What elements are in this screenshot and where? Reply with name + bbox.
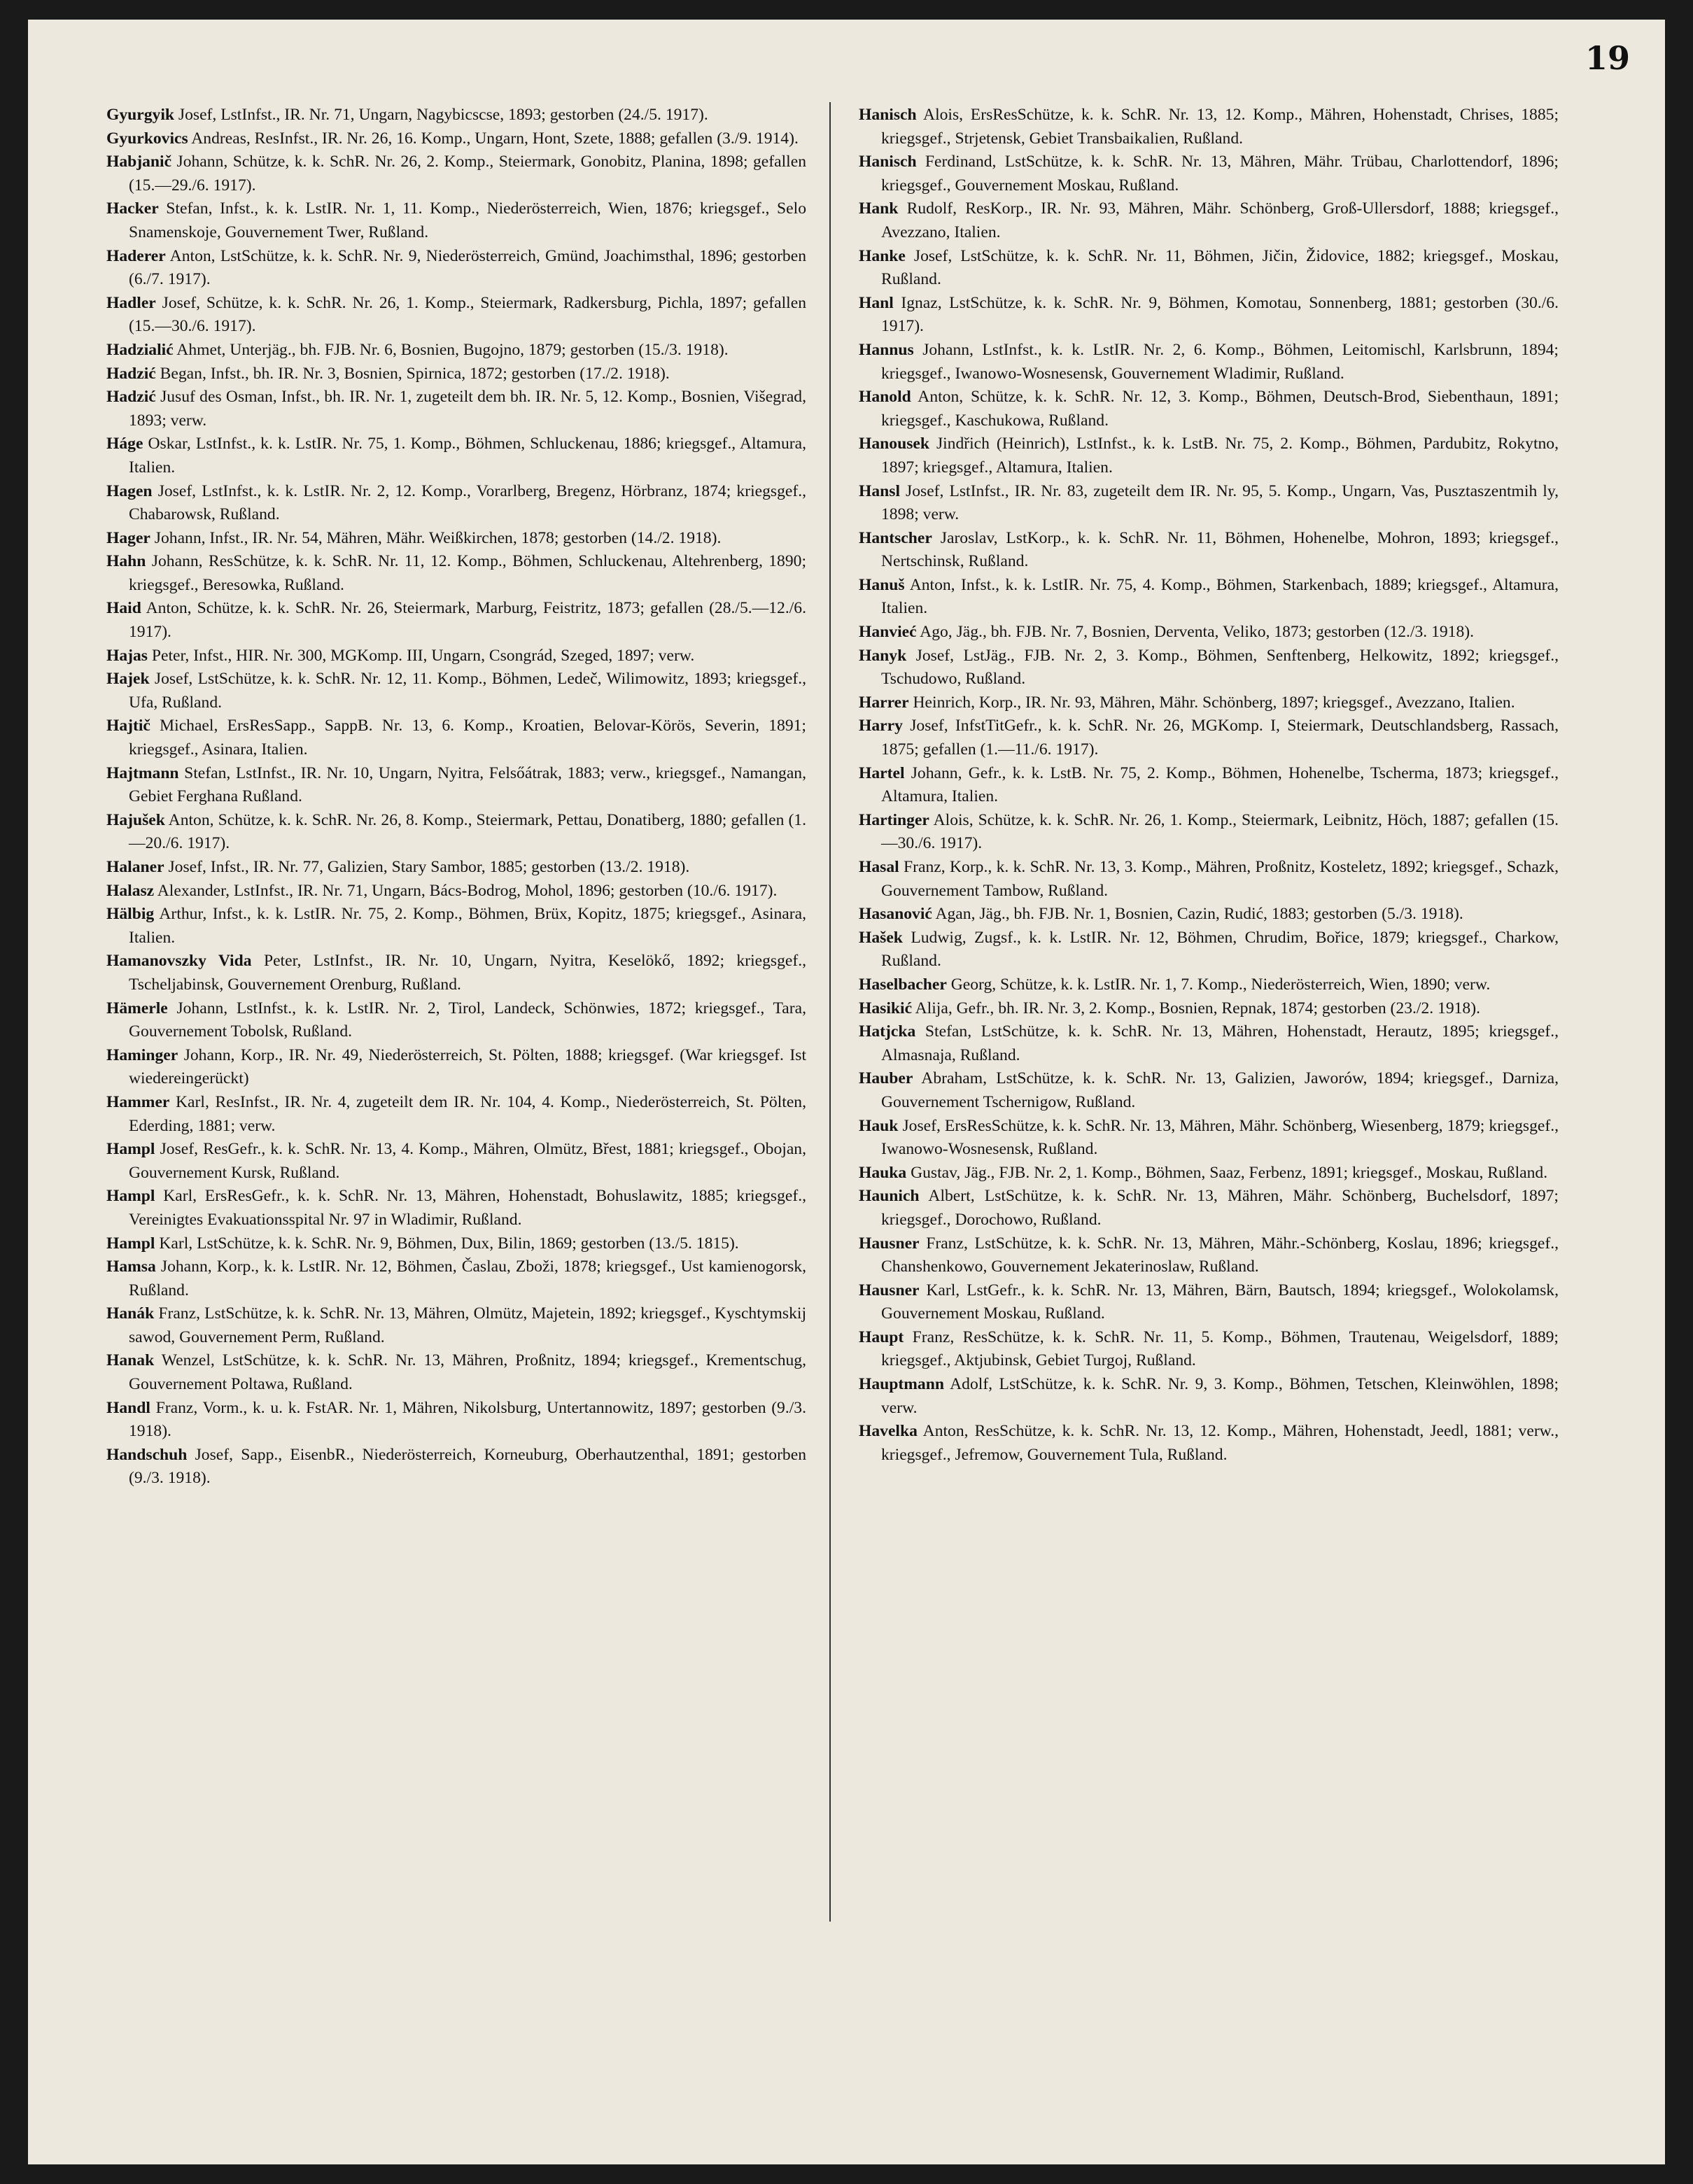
entry-surname: Harry xyxy=(859,717,903,735)
entry-details: Josef, ResGefr., k. k. SchR. Nr. 13, 4. Komp., Mähren, Olmütz, Břest, 1881; kriegsgef., Obojan, Gouvernement Kursk, Rußland. xyxy=(129,1140,806,1182)
entry-details: Franz, Vorm., k. u. k. FstAR. Nr. 1, Mähren, Nikolsburg, Untertannowitz, 1897; gestorben (9./3. 1918). xyxy=(129,1398,806,1441)
entry-details: Johann, ResSchütze, k. k. SchR. Nr. 11, 12. Komp., Böhmen, Schluckenau, Altehrenberg, 1890; kriegsgef., Beresowka, Rußland. xyxy=(129,552,806,594)
list-entry xyxy=(859,1020,1559,1067)
list-entry xyxy=(106,339,806,362)
entry-details: Stefan, LstInfst., IR. Nr. 10, Ungarn, Nyitra, Felsőátrak, 1883; verw., kriegsgef., Namangan, Gebiet Ferghana Rußland. xyxy=(129,763,806,806)
entry-details: Franz, LstSchütze, k. k. SchR. Nr. 13, Mähren, Mähr.-Schönberg, Koslau, 1896; kriegsgef., Chanshenkowo, Gouvernement Jekaterinoslaw, Rußland. xyxy=(881,1234,1559,1276)
list-entry xyxy=(106,809,806,856)
entry-details: Michael, ErsResSapp., SappB. Nr. 13, 6. Komp., Kroatien, Belovar-Körös, Severin, 1891; kriegsgef., Asinara, Italien. xyxy=(129,717,806,759)
entry-details: Adolf, LstSchütze, k. k. SchR. Nr. 9, 3. Komp., Böhmen, Tetschen, Kleinwöhlen, 1898; verw. xyxy=(881,1375,1559,1417)
list-entry xyxy=(106,127,806,151)
entry-surname: Hartel xyxy=(859,763,905,782)
list-entry xyxy=(859,574,1559,621)
list-entry xyxy=(106,762,806,809)
entry-surname: Hansl xyxy=(859,481,901,500)
entry-surname: Hasanović xyxy=(859,905,932,924)
entry-surname: Hammer xyxy=(106,1092,170,1111)
entry-details: Georg, Schütze, k. k. LstIR. Nr. 1, 7. Komp., Niederösterreich, Wien, 1890; verw. xyxy=(946,975,1491,994)
entry-details: Anton, Schütze, k. k. SchR. Nr. 26, Steiermark, Marburg, Feistritz, 1873; gefallen (28./5.—12./6. 1917). xyxy=(129,599,806,642)
entry-details: Johann, LstInfst., k. k. LstIR. Nr. 2, 6. Komp., Böhmen, Leitomischl, Karlsbrunn, 1894; kriegsgef., Iwanowo-Wosnesensk, Gouvernement Wladimir, Rußland. xyxy=(881,340,1559,383)
entry-surname: Hank xyxy=(859,199,899,218)
entry-details: Alois, ErsResSchütze, k. k. SchR. Nr. 13, 12. Komp., Mähren, Hohenstadt, Chrises, 1885; kriegsgef., Strjetensk, Gebiet Transbaikalien, Rußland. xyxy=(881,106,1559,148)
list-entry xyxy=(106,104,806,127)
entry-surname: Hauka xyxy=(859,1163,907,1182)
list-entry xyxy=(859,644,1559,691)
entry-surname: Hahn xyxy=(106,552,146,571)
entry-surname: Handl xyxy=(106,1398,150,1417)
entry-details: Franz, LstSchütze, k. k. SchR. Nr. 13, Mähren, Olmütz, Majetein, 1892; kriegsgef., Kyschtymskij sawod, Gouvernement Perm, Rußland. xyxy=(129,1304,806,1346)
entry-surname: Hampl xyxy=(106,1140,155,1159)
entry-surname: Hanuš xyxy=(859,575,905,594)
entry-details: Anton, Schütze, k. k. SchR. Nr. 26, 8. Komp., Steiermark, Pettau, Donatiberg, 1880; gefallen (1.—20./6. 1917). xyxy=(129,810,806,853)
entry-details: Josef, LstInfst., IR. Nr. 83, zugeteilt dem IR. Nr. 95, 5. Komp., Ungarn, Vas, Pusztaszentmih ly, 1898; verw. xyxy=(881,481,1559,524)
entry-details: Began, Infst., bh. IR. Nr. 3, Bosnien, Spirnica, 1872; gestorben (17./2. 1918). xyxy=(155,364,670,383)
entry-details: Josef, LstInfst., IR. Nr. 71, Ungarn, Nagybicscse, 1893; gestorben (24./5. 1917). xyxy=(174,106,708,124)
entry-surname: Hauber xyxy=(859,1069,913,1088)
list-entry xyxy=(106,1302,806,1349)
entry-surname: Hasal xyxy=(859,858,899,876)
entry-surname: Gyurkovics xyxy=(106,129,188,148)
list-entry xyxy=(106,1444,806,1491)
entry-details: Josef, Infst., IR. Nr. 77, Galizien, Stary Sambor, 1885; gestorben (13./2. 1918). xyxy=(164,858,690,876)
list-entry xyxy=(859,432,1559,479)
page-number: 19 xyxy=(1585,39,1630,77)
list-entry xyxy=(106,997,806,1044)
entry-details: Agan, Jäg., bh. FJB. Nr. 1, Bosnien, Cazin, Rudić, 1883; gestorben (5./3. 1918). xyxy=(932,905,1463,924)
entry-details: Josef, LstJäg., FJB. Nr. 2, 3. Komp., Böhmen, Senftenberg, Helkowitz, 1892; kriegsgef., Tschudowo, Rußland. xyxy=(881,646,1559,689)
entry-surname: Hanák xyxy=(106,1304,155,1323)
entry-surname: Háge xyxy=(106,435,143,453)
list-entry xyxy=(859,1067,1559,1114)
entry-surname: Hanl xyxy=(859,293,894,312)
entry-details: Franz, ResSchütze, k. k. SchR. Nr. 11, 5. Komp., Böhmen, Trautenau, Weigelsdorf, 1889; kriegsgef., Aktjubinsk, Gebiet Turgoj, Rußland. xyxy=(881,1327,1559,1370)
entry-details: Josef, LstInfst., k. k. LstIR. Nr. 2, 12. Komp., Vorarlberg, Bregenz, Hörbranz, 1874; kriegsgef., Chabarowsk, Rußland. xyxy=(129,481,806,524)
entry-surname: Hanisch xyxy=(859,106,917,124)
list-entry xyxy=(859,714,1559,761)
entry-surname: Hajušek xyxy=(106,810,165,829)
entry-details: Peter, LstInfst., IR. Nr. 10, Ungarn, Nyitra, Keselökő, 1892; kriegsgef., Tscheljabinsk, Gouvernement Orenburg, Rußland. xyxy=(129,952,807,994)
list-entry xyxy=(859,856,1559,903)
entry-details: Johann, Korp., IR. Nr. 49, Niederösterreich, St. Pölten, 1888; kriegsgef. (War kriegsgef. Ist wiedereingerückt) xyxy=(129,1045,806,1088)
entry-surname: Hampl xyxy=(106,1187,155,1206)
entry-surname: Hanisch xyxy=(859,153,917,171)
entry-details: Alexander, LstInfst., IR. Nr. 71, Ungarn, Bács-Bodrog, Mohol, 1896; gestorben (10./6. 1917). xyxy=(154,881,778,900)
entry-details: Johann, Gefr., k. k. LstB. Nr. 75, 2. Komp., Böhmen, Hohenelbe, Tscherma, 1873; kriegsgef., Altamura, Italien. xyxy=(881,763,1559,806)
entry-details: Johann, Infst., IR. Nr. 54, Mähren, Mähr. Weißkirchen, 1878; gestorben (14./2. 1918). xyxy=(150,528,722,547)
list-entry xyxy=(859,621,1559,644)
entry-surname: Hantscher xyxy=(859,528,932,547)
entry-surname: Haupt xyxy=(859,1327,904,1346)
list-entry xyxy=(106,597,806,644)
entry-details: Peter, Infst., HIR. Nr. 300, MGKomp. III, Ungarn, Csongrád, Szeged, 1897; verw. xyxy=(147,646,695,665)
list-entry xyxy=(859,973,1559,997)
entry-surname: Hanyk xyxy=(859,646,907,665)
entry-surname: Hanousek xyxy=(859,435,929,453)
entry-surname: Hauk xyxy=(859,1116,899,1135)
list-entry xyxy=(859,150,1559,197)
entry-surname: Hämerle xyxy=(106,999,168,1017)
list-entry xyxy=(859,1162,1559,1185)
entry-surname: Halasz xyxy=(106,881,155,900)
entry-surname: Hausner xyxy=(859,1234,920,1253)
list-entry xyxy=(106,714,806,761)
list-entry xyxy=(106,432,806,479)
entry-surname: Hanold xyxy=(859,388,911,407)
entry-surname: Hadzić xyxy=(106,364,156,383)
entry-details: Abraham, LstSchütze, k. k. SchR. Nr. 13, Galizien, Jaworów, 1894; kriegsgef., Darniza, Gouvernement Tschernigow, Rußland. xyxy=(881,1069,1559,1111)
entry-details: Stefan, LstSchütze, k. k. SchR. Nr. 13, Mähren, Hohenstadt, Herautz, 1895; kriegsgef., Almasnaja, Rußland. xyxy=(881,1022,1559,1064)
entry-surname: Hasikić xyxy=(859,999,913,1017)
list-entry xyxy=(106,550,806,597)
list-entry xyxy=(859,1326,1559,1373)
list-entry xyxy=(859,997,1559,1021)
list-entry xyxy=(106,150,806,197)
list-entry xyxy=(106,1138,806,1185)
entry-surname: Haminger xyxy=(106,1045,178,1064)
entry-surname: Hatjcka xyxy=(859,1022,916,1041)
left-column xyxy=(106,104,806,1491)
entry-surname: Hadzialić xyxy=(106,340,174,359)
entry-details: Jusuf des Osman, Infst., bh. IR. Nr. 1, zugeteilt dem bh. IR. Nr. 5, 12. Komp., Bosnien, Višegrad, 1893; verw. xyxy=(129,388,806,430)
list-entry xyxy=(106,386,806,432)
entry-details: Alois, Schütze, k. k. SchR. Nr. 26, 1. Komp., Steiermark, Leibnitz, Höch, 1887; gefallen (15.—30./6. 1917). xyxy=(881,810,1559,853)
entry-surname: Hälbig xyxy=(106,905,155,924)
entry-surname: Hacker xyxy=(106,199,159,218)
list-entry xyxy=(859,1115,1559,1162)
list-entry xyxy=(106,668,806,714)
entry-surname: Hagen xyxy=(106,481,153,500)
entry-details: Johann, LstInfst., k. k. LstIR. Nr. 2, Tirol, Landeck, Schönwies, 1872; kriegsgef., Tara, Gouvernement Tobolsk, Rußland. xyxy=(129,999,806,1041)
list-entry xyxy=(106,950,806,996)
right-column xyxy=(859,104,1559,1467)
entry-surname: Haselbacher xyxy=(859,975,947,994)
entry-details: Jindřich (Heinrich), LstInfst., k. k. LstB. Nr. 75, 2. Komp., Böhmen, Pardubitz, Rokytno, 1897; kriegsgef., Altamura, Italien. xyxy=(881,435,1559,477)
entry-surname: Hadler xyxy=(106,293,156,312)
list-entry xyxy=(859,386,1559,432)
entry-details: Ago, Jäg., bh. FJB. Nr. 7, Bosnien, Derventa, Veliko, 1873; gestorben (12./3. 1918). xyxy=(916,623,1475,642)
entry-surname: Hamanovszky Vida xyxy=(106,952,252,971)
entry-surname: Habjanič xyxy=(106,153,172,171)
entry-surname: Hadzić xyxy=(106,388,156,407)
list-entry xyxy=(106,1397,806,1444)
entry-surname: Hanke xyxy=(859,246,906,265)
entry-surname: Hamsa xyxy=(106,1257,156,1276)
entry-details: Rudolf, ResKorp., IR. Nr. 93, Mähren, Mähr. Schönberg, Groß-Ullersdorf, 1888; kriegsgef., Avezzano, Italien. xyxy=(881,199,1559,241)
entry-surname: Hartinger xyxy=(859,810,929,829)
entry-surname: Hajek xyxy=(106,670,150,689)
column-divider xyxy=(829,102,831,1922)
list-entry xyxy=(859,927,1559,973)
entry-details: Ferdinand, LstSchütze, k. k. SchR. Nr. 13, Mähren, Mähr. Trübau, Charlottendorf, 1896; kriegsgef., Gouvernement Moskau, Rußland. xyxy=(881,153,1559,195)
entry-details: Karl, ResInfst., IR. Nr. 4, zugeteilt dem IR. Nr. 104, 4. Komp., Niederösterreich, St. Pölten, Ederding, 1881; verw. xyxy=(129,1092,806,1135)
entry-details: Josef, Sapp., EisenbR., Niederösterreich, Korneuburg, Oberhautzenthal, 1891; gestorben (9./3. 1918). xyxy=(129,1445,806,1488)
entry-details: Anton, Infst., k. k. LstIR. Nr. 75, 4. Komp., Böhmen, Starkenbach, 1889; kriegsgef., Altamura, Italien. xyxy=(881,575,1559,618)
list-entry xyxy=(859,480,1559,527)
entry-surname: Hašek xyxy=(859,928,903,947)
list-entry xyxy=(859,527,1559,574)
entry-details: Oskar, LstInfst., k. k. LstIR. Nr. 75, 1. Komp., Böhmen, Schluckenau, 1886; kriegsgef., Altamura, Italien. xyxy=(129,435,806,477)
list-entry xyxy=(106,362,806,386)
list-entry xyxy=(106,1044,806,1091)
list-entry xyxy=(859,1373,1559,1420)
entry-details: Ahmet, Unterjäg., bh. FJB. Nr. 6, Bosnien, Bugojno, 1879; gestorben (15./3. 1918). xyxy=(173,340,729,359)
list-entry xyxy=(859,691,1559,715)
entry-details: Anton, ResSchütze, k. k. SchR. Nr. 13, 12. Komp., Mähren, Hohenstadt, Jeedl, 1881; verw., kriegsgef., Jefremow, Gouvernement Tula, Rußland. xyxy=(881,1422,1559,1464)
list-entry xyxy=(859,1420,1559,1467)
list-entry xyxy=(106,292,806,339)
document-page xyxy=(28,20,1665,2164)
list-entry xyxy=(859,245,1559,292)
entry-surname: Halaner xyxy=(106,858,164,876)
entry-details: Andreas, ResInfst., IR. Nr. 26, 16. Komp., Ungarn, Hont, Szete, 1888; gefallen (3./9. 1914). xyxy=(188,129,799,148)
entry-details: Anton, Schütze, k. k. SchR. Nr. 12, 3. Komp., Böhmen, Deutsch-Brod, Siebenthaun, 1891; kriegsgef., Kaschukowa, Rußland. xyxy=(881,388,1559,430)
list-entry xyxy=(106,1255,806,1302)
entry-surname: Hannus xyxy=(859,340,914,359)
list-entry xyxy=(106,903,806,950)
entry-details: Josef, Schütze, k. k. SchR. Nr. 26, 1. Komp., Steiermark, Radkersburg, Pichla, 1897; gefallen (15.—30./6. 1917). xyxy=(129,293,806,336)
list-entry xyxy=(859,1279,1559,1326)
list-entry xyxy=(106,480,806,527)
entry-details: Alija, Gefr., bh. IR. Nr. 3, 2. Komp., Bosnien, Repnak, 1874; gestorben (23./2. 1918). xyxy=(912,999,1480,1017)
entry-details: Albert, LstSchütze, k. k. SchR. Nr. 13, Mähren, Mähr. Schönberg, Buchelsdorf, 1897; kriegsgef., Dorochowo, Rußland. xyxy=(881,1187,1559,1229)
list-entry xyxy=(859,762,1559,809)
list-entry xyxy=(106,644,806,668)
list-entry xyxy=(106,856,806,880)
entry-details: Anton, LstSchütze, k. k. SchR. Nr. 9, Niederösterreich, Gmünd, Joachimsthal, 1896; gestorben (6./7. 1917). xyxy=(129,246,806,289)
entry-details: Josef, LstSchütze, k. k. SchR. Nr. 11, Böhmen, Jičin, Židovice, 1882; kriegsgef., Moskau, Rußland. xyxy=(881,246,1559,289)
list-entry xyxy=(859,1185,1559,1232)
entry-details: Wenzel, LstSchütze, k. k. SchR. Nr. 13, Mähren, Proßnitz, 1894; kriegsgef., Krementschug, Gouvernement Poltawa, Rußland. xyxy=(129,1351,806,1394)
list-entry xyxy=(106,197,806,244)
entry-surname: Handschuh xyxy=(106,1445,188,1464)
list-entry xyxy=(859,809,1559,856)
entry-surname: Haid xyxy=(106,599,141,618)
entry-details: Arthur, Infst., k. k. LstIR. Nr. 75, 2. Komp., Böhmen, Brüx, Kopitz, 1875; kriegsgef., Asinara, Italien. xyxy=(129,905,806,947)
list-entry xyxy=(859,197,1559,244)
entry-details: Franz, Korp., k. k. SchR. Nr. 13, 3. Komp., Mähren, Proßnitz, Kosteletz, 1892; kriegsgef., Schazk, Gouvernement Tambow, Rußland. xyxy=(881,858,1559,900)
entry-details: Jaroslav, LstKorp., k. k. SchR. Nr. 11, Böhmen, Hohenelbe, Mohron, 1893; kriegsgef., Nertschinsk, Rußland. xyxy=(881,528,1559,571)
entry-details: Ignaz, LstSchütze, k. k. SchR. Nr. 9, Böhmen, Komotau, Sonnenberg, 1881; gestorben (30./6. 1917). xyxy=(881,293,1559,336)
list-entry xyxy=(106,1349,806,1396)
list-entry xyxy=(859,1232,1559,1279)
entry-details: Ludwig, Zugsf., k. k. LstIR. Nr. 12, Böhmen, Chrudim, Bořice, 1879; kriegsgef., Charkow, Rußland. xyxy=(881,928,1559,971)
list-entry xyxy=(106,1232,806,1256)
entry-surname: Hajtič xyxy=(106,717,150,735)
entry-details: Gustav, Jäg., FJB. Nr. 2, 1. Komp., Böhmen, Saaz, Ferbenz, 1891; kriegsgef., Moskau, Rußland. xyxy=(906,1163,1548,1182)
entry-details: Karl, LstGefr., k. k. SchR. Nr. 13, Mähren, Bärn, Bautsch, 1894; kriegsgef., Wolokolamsk, Gouvernement Moskau, Rußland. xyxy=(881,1281,1559,1323)
entry-surname: Havelka xyxy=(859,1422,918,1441)
list-entry xyxy=(106,1091,806,1138)
entry-surname: Haunich xyxy=(859,1187,920,1206)
entry-surname: Hager xyxy=(106,528,150,547)
entry-surname: Hauptmann xyxy=(859,1375,944,1394)
entry-surname: Hausner xyxy=(859,1281,920,1299)
entry-details: Josef, ErsResSchütze, k. k. SchR. Nr. 13, Mähren, Mähr. Schönberg, Wiesenberg, 1879; kriegsgef., Iwanowo-Wosnesensk, Rußland. xyxy=(881,1116,1559,1159)
entry-details: Karl, LstSchütze, k. k. SchR. Nr. 9, Böhmen, Dux, Bilin, 1869; gestorben (13./5. 1815). xyxy=(155,1234,739,1253)
entry-details: Karl, ErsResGefr., k. k. SchR. Nr. 13, Mähren, Hohenstadt, Bohuslawitz, 1885; kriegsgef., Vereinigtes Evakuationsspital Nr. 97 in Wladimir, Rußland. xyxy=(129,1187,806,1229)
entry-surname: Hanak xyxy=(106,1351,155,1370)
entry-surname: Harrer xyxy=(859,693,909,712)
entry-details: Josef, LstSchütze, k. k. SchR. Nr. 12, 11. Komp., Böhmen, Ledeč, Wilimowitz, 1893; kriegsgef., Ufa, Rußland. xyxy=(129,670,806,712)
list-entry xyxy=(859,292,1559,339)
entry-details: Josef, InfstTitGefr., k. k. SchR. Nr. 26, MGKomp. I, Steiermark, Deutschlandsberg, Rassach, 1875; gefallen (1.—11./6. 1917). xyxy=(881,717,1559,759)
list-entry xyxy=(859,104,1559,150)
list-entry xyxy=(106,1185,806,1232)
entry-surname: Hanvieć xyxy=(859,623,917,642)
list-entry xyxy=(859,339,1559,386)
list-entry xyxy=(106,880,806,903)
list-entry xyxy=(106,527,806,551)
list-entry xyxy=(859,903,1559,927)
entry-surname: Gyurgyik xyxy=(106,106,175,124)
entry-details: Johann, Korp., k. k. LstIR. Nr. 12, Böhmen, Časlau, Zboži, 1878; kriegsgef., Ust kamienogorsk, Rußland. xyxy=(129,1257,806,1299)
entry-surname: Hajtmann xyxy=(106,763,179,782)
list-entry xyxy=(106,245,806,292)
entry-surname: Hajas xyxy=(106,646,148,665)
entry-details: Johann, Schütze, k. k. SchR. Nr. 26, 2. Komp., Steiermark, Gonobitz, Planina, 1898; gefallen (15.—29./6. 1917). xyxy=(129,153,806,195)
entry-details: Heinrich, Korp., IR. Nr. 93, Mähren, Mähr. Schönberg, 1897; kriegsgef., Avezzano, Italien. xyxy=(908,693,1515,712)
entry-surname: Hampl xyxy=(106,1234,155,1253)
entry-surname: Haderer xyxy=(106,246,166,265)
entry-details: Stefan, Infst., k. k. LstIR. Nr. 1, 11. Komp., Niederösterreich, Wien, 1876; kriegsgef., Selo Snamenskoje, Gouvernement Twer, Rußland. xyxy=(129,199,806,241)
